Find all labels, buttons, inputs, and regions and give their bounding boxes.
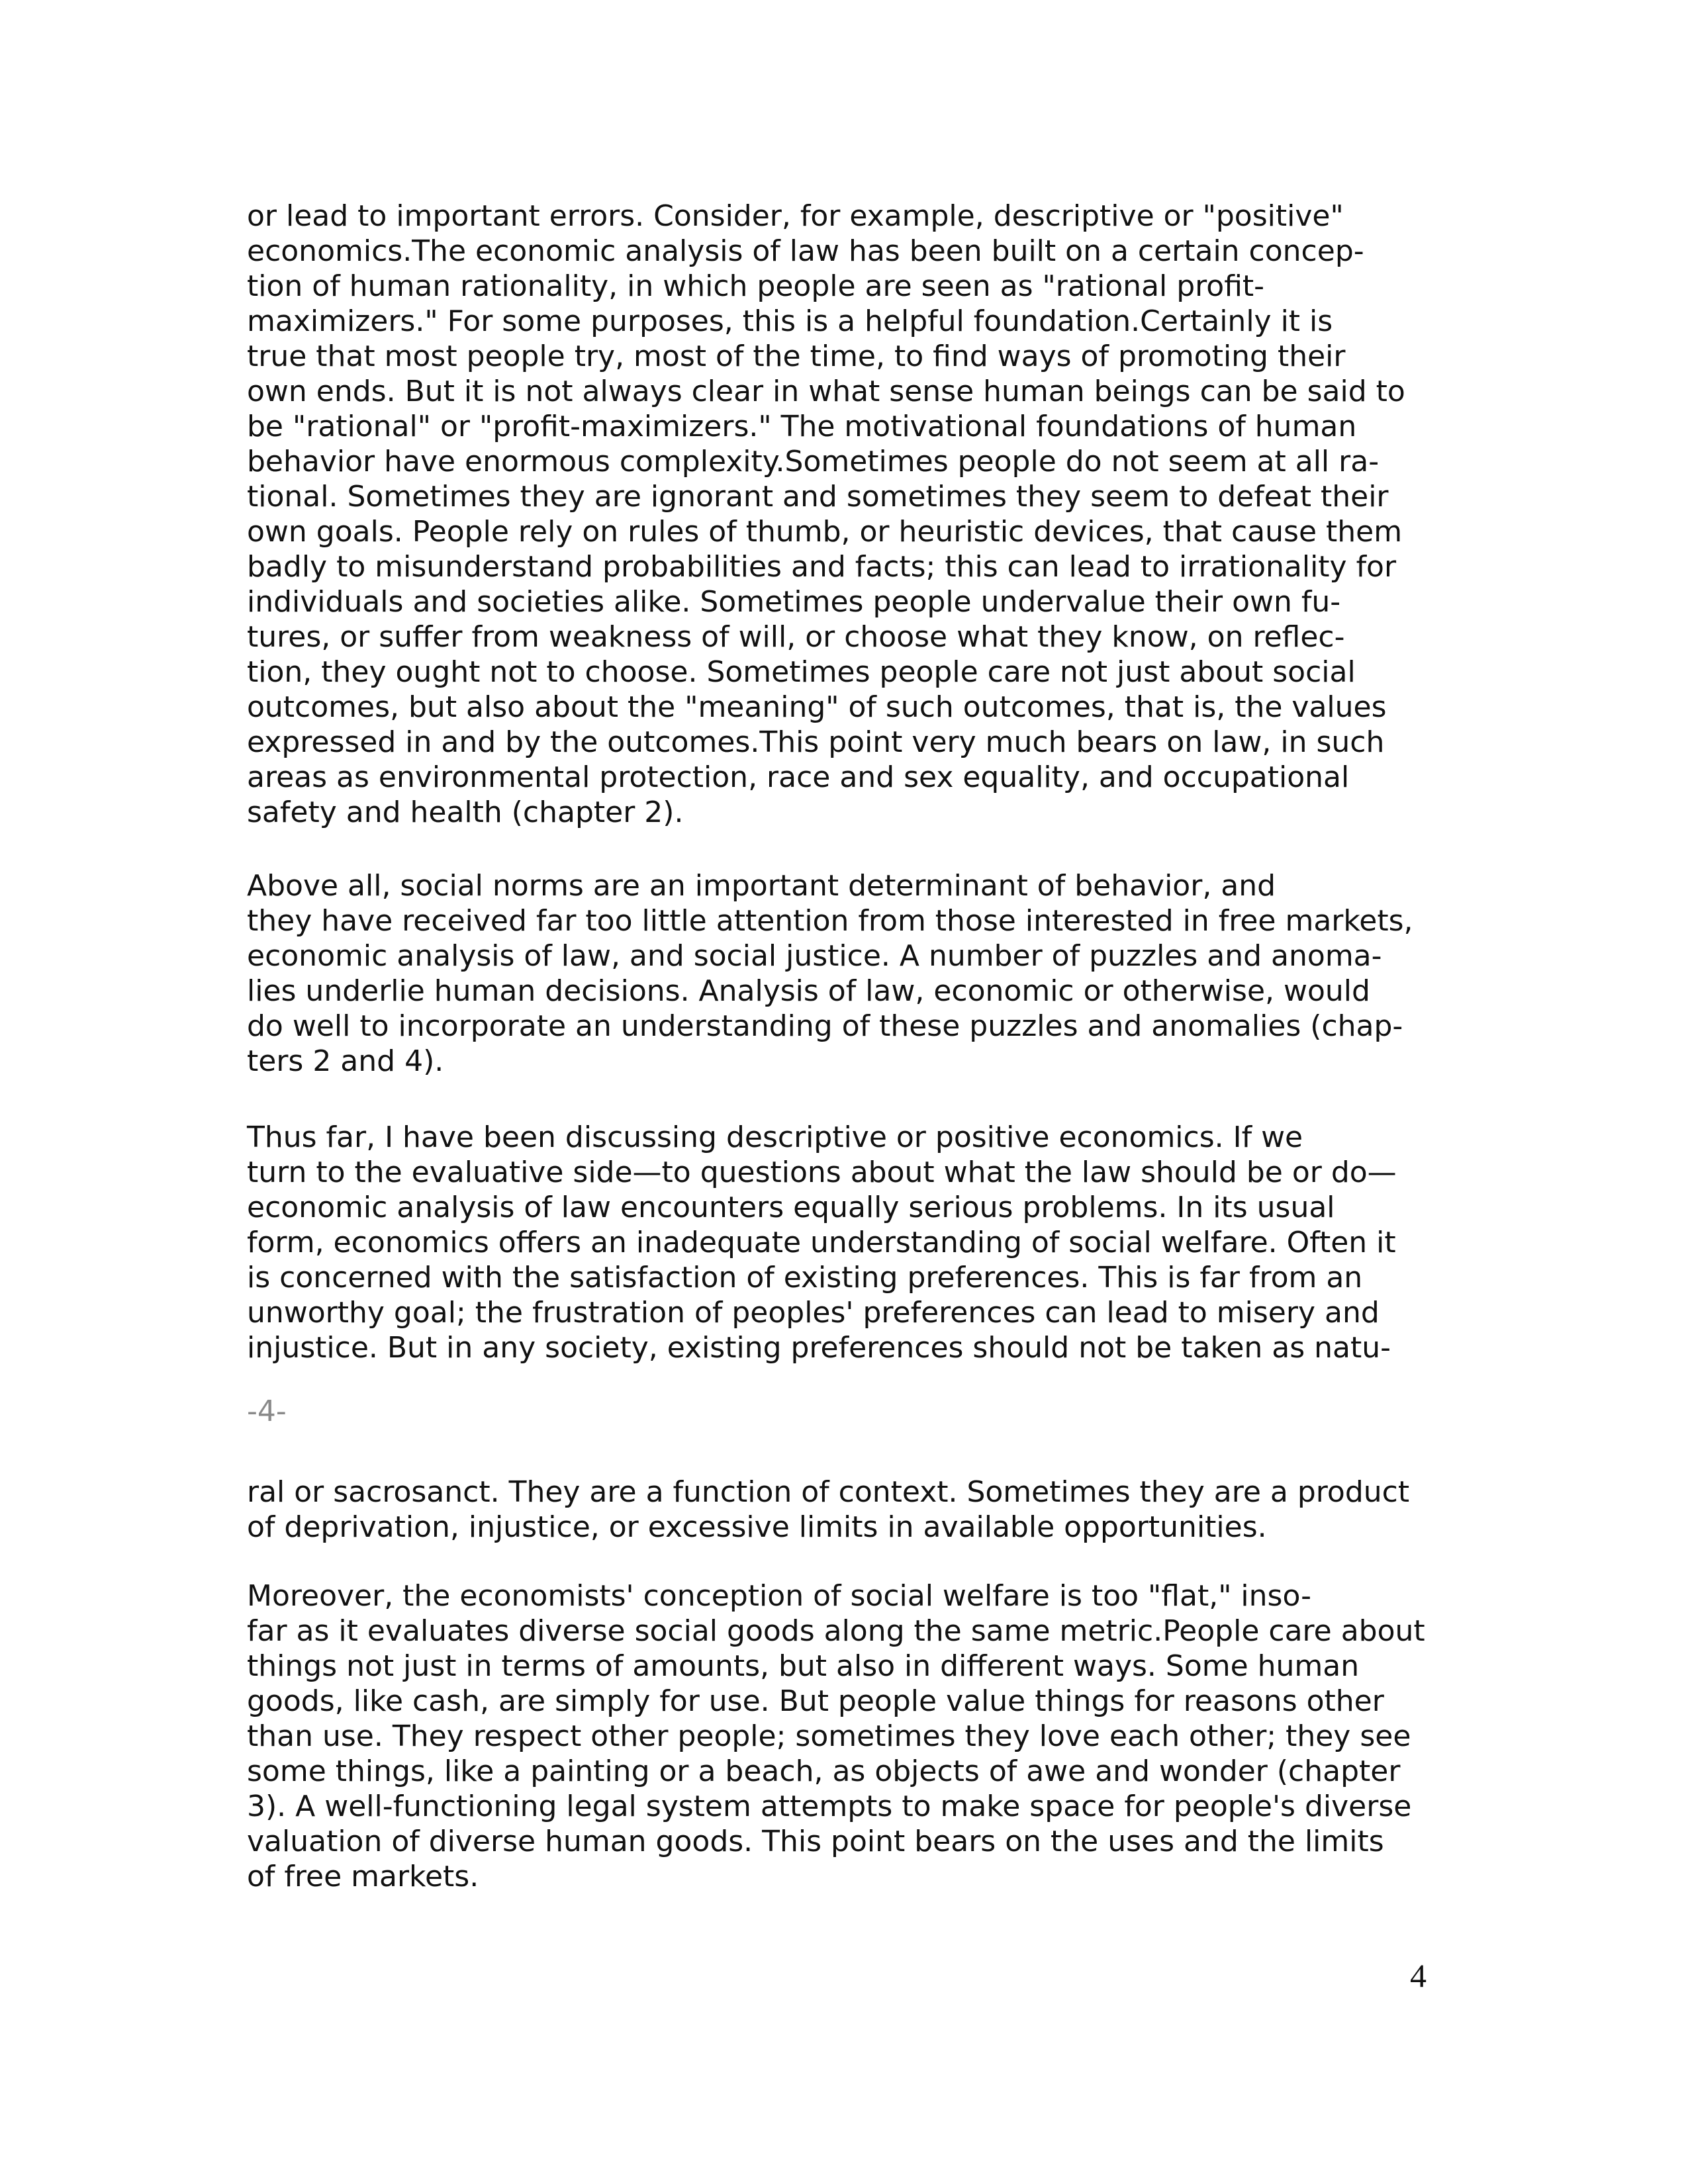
- text-line: injustice. But in any society, existing preferences should not be taken as natu-: [247, 1331, 1391, 1365]
- text-line: behavior have enormous complexity.Sometimes people do not seem at all ra-: [247, 445, 1380, 478]
- inline-page-marker: -4-: [247, 1394, 287, 1428]
- text-line: tion of human rationality, in which people are seen as "rational profit-: [247, 269, 1265, 303]
- paragraph-4: [247, 1475, 1425, 1545]
- text-line: badly to misunderstand probabilities and facts; this can lead to irrationality for: [247, 550, 1397, 584]
- text-line: Above all, social norms are an important determinant of behavior, and: [247, 869, 1276, 903]
- text-line: true that most people try, most of the time, to find ways of promoting their: [247, 340, 1346, 373]
- text-line: some things, like a painting or a beach, as objects of awe and wonder (chapter: [247, 1754, 1401, 1788]
- text-line: Moreover, the economists' conception of social welfare is too "flat," inso-: [247, 1579, 1312, 1613]
- text-line: tures, or suffer from weakness of will, or choose what they know, on reflec-: [247, 620, 1345, 654]
- text-line: individuals and societies alike. Sometimes people undervalue their own fu-: [247, 585, 1341, 619]
- text-line: valuation of diverse human goods. This point bears on the uses and the limits: [247, 1825, 1384, 1858]
- text-line: outcomes, but also about the "meaning" of such outcomes, that is, the values: [247, 690, 1387, 724]
- paragraph-5: [247, 1578, 1425, 1894]
- text-line: tional. Sometimes they are ignorant and sometimes they seem to defeat their: [247, 480, 1389, 514]
- text-line: things not just in terms of amounts, but also in different ways. Some human: [247, 1649, 1360, 1683]
- text-line: turn to the evaluative side—to questions about what the law should be or do—: [247, 1156, 1397, 1189]
- paragraph-1: [247, 199, 1425, 830]
- text-line: of free markets.: [247, 1860, 479, 1893]
- text-line: than use. They respect other people; sometimes they love each other; they see: [247, 1719, 1411, 1753]
- text-line: unworthy goal; the frustration of peoples' preferences can lead to misery and: [247, 1296, 1380, 1330]
- text-line: is concerned with the satisfaction of existing preferences. This is far from an: [247, 1261, 1363, 1295]
- text-line: lies underlie human decisions. Analysis of law, economic or otherwise, would: [247, 974, 1370, 1008]
- text-line: expressed in and by the outcomes.This point very much bears on law, in such: [247, 725, 1385, 759]
- text-line: economic analysis of law, and social justice. A number of puzzles and anoma-: [247, 939, 1382, 973]
- text-line: or lead to important errors. Consider, for example, descriptive or "positive": [247, 199, 1344, 233]
- text-line: of deprivation, injustice, or excessive limits in available opportunities.: [247, 1510, 1267, 1544]
- text-line: own ends. But it is not always clear in what sense human beings can be said to: [247, 375, 1405, 408]
- text-line: they have received far too little attention from those interested in free markets,: [247, 904, 1413, 938]
- paragraph-3: [247, 1120, 1425, 1365]
- text-line: tion, they ought not to choose. Sometimes people care not just about social: [247, 655, 1356, 689]
- text-line: economic analysis of law encounters equally serious problems. In its usual: [247, 1191, 1335, 1224]
- text-line: ters 2 and 4).: [247, 1044, 444, 1078]
- text-line: do well to incorporate an understanding of these puzzles and anomalies (chap-: [247, 1009, 1403, 1043]
- text-line: safety and health (chapter 2).: [247, 796, 684, 829]
- text-line: maximizers." For some purposes, this is a helpful foundation.Certainly it is: [247, 304, 1333, 338]
- text-line: own goals. People rely on rules of thumb, or heuristic devices, that cause them: [247, 515, 1403, 549]
- text-line: Thus far, I have been discussing descriptive or positive economics. If we: [247, 1120, 1303, 1154]
- text-line: ral or sacrosanct. They are a function of context. Sometimes they are a product: [247, 1475, 1410, 1509]
- text-line: be "rational" or "profit-maximizers." The motivational foundations of human: [247, 410, 1357, 443]
- paragraph-2: [247, 868, 1425, 1079]
- text-line: economics.The economic analysis of law has been built on a certain concep-: [247, 234, 1364, 268]
- text-line: areas as environmental protection, race and sex equality, and occupational: [247, 760, 1350, 794]
- text-line: far as it evaluates diverse social goods along the same metric.People care about: [247, 1614, 1425, 1648]
- text-line: 3). A well-functioning legal system attempts to make space for people's diverse: [247, 1790, 1412, 1823]
- page-number: 4: [1410, 1957, 1427, 1994]
- text-line: form, economics offers an inadequate understanding of social welfare. Often it: [247, 1226, 1396, 1259]
- text-line: goods, like cash, are simply for use. But people value things for reasons other: [247, 1684, 1384, 1718]
